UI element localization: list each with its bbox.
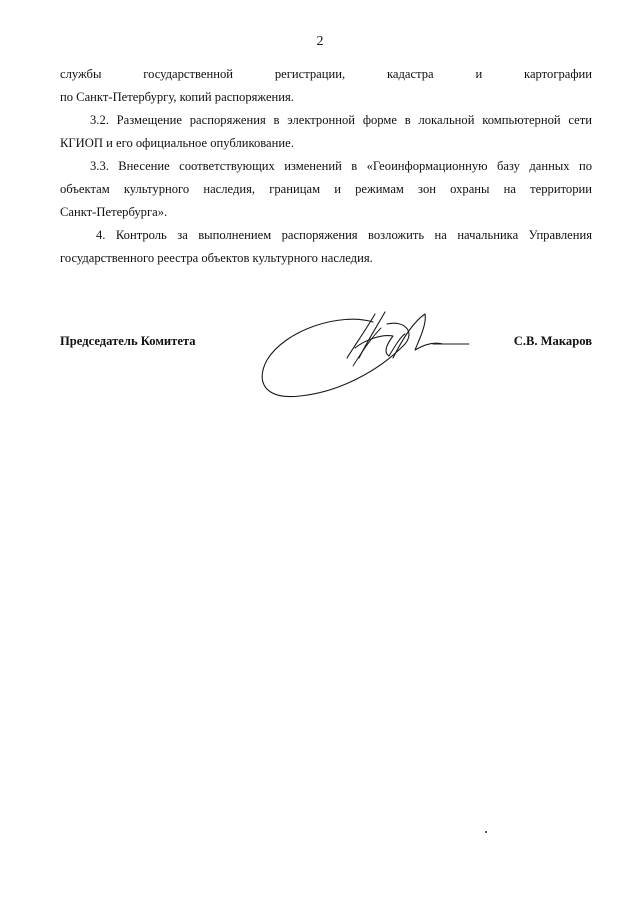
signatory-title: Председатель Комитета <box>60 334 196 348</box>
paragraph-4 <box>60 224 592 270</box>
signatory-name: С.В. Макаров <box>513 334 592 348</box>
word: регистрации, <box>274 67 346 81</box>
text-line: КГИОП и его официальное опубликование. <box>60 136 294 150</box>
paragraph-3-3 <box>60 155 592 224</box>
word: кадастра <box>386 67 434 81</box>
text-line: по Санкт-Петербургу, копий распоряжения. <box>60 90 294 104</box>
text-line: 3.3. Внесение соответствующих изменений в «Геоинформационную базу данных по <box>90 159 592 173</box>
page-number: 2 <box>316 34 324 49</box>
handwritten-signature <box>255 300 480 410</box>
text-line: 3.2. Размещение распоряжения в электронной форме в локальной компьютерной сети <box>90 113 592 127</box>
paragraph-3-2 <box>60 109 592 155</box>
text-line: 4. Контроль за выполнением распоряжения возложить на начальника Управления <box>96 228 592 242</box>
word: картографии <box>524 67 593 81</box>
text-line: Санкт-Петербурга». <box>60 205 168 219</box>
paragraph-registration-service <box>60 63 592 109</box>
text-line: объектам культурного наследия, границам и режимам зон охраны на территории <box>60 182 592 196</box>
word: службы <box>60 67 102 81</box>
document-body <box>60 63 592 270</box>
stray-mark <box>485 831 487 833</box>
text-line: государственного реестра объектов культурного наследия. <box>60 251 373 265</box>
word: государственной <box>143 67 234 81</box>
text-line <box>60 63 592 86</box>
word: и <box>475 67 483 81</box>
